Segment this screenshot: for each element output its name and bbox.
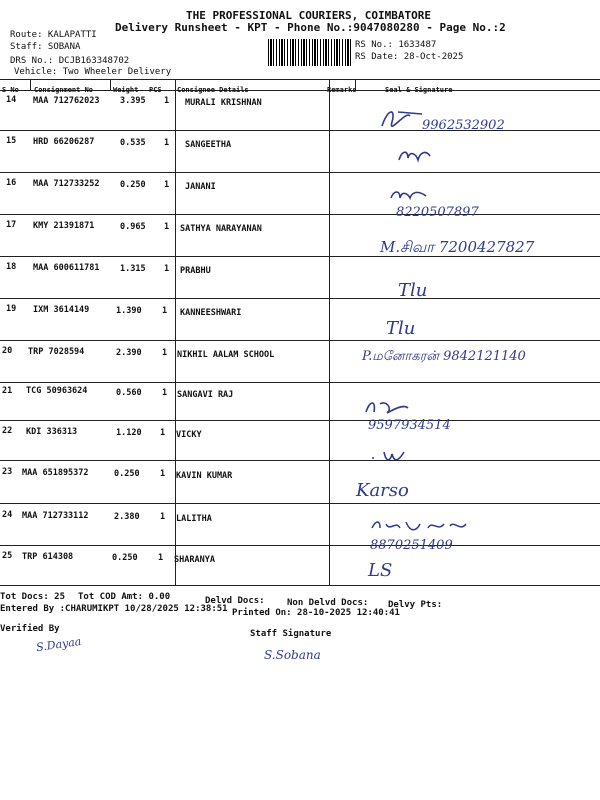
row-sno: 21	[2, 386, 13, 396]
row-pcs: 1	[160, 512, 166, 522]
row-pcs: 1	[162, 306, 168, 316]
signature-scribble	[370, 446, 410, 466]
row-consignee: LALITHA	[176, 514, 212, 524]
row-consignment: MAA 712733252	[33, 179, 100, 189]
row-weight: 0.965	[120, 222, 146, 232]
row-sno: 16	[6, 178, 17, 188]
entered-by: Entered By :CHARUMIKPT 10/28/2025 12:38:51	[0, 604, 228, 614]
row-consignment: TCG 50963624	[26, 386, 88, 396]
row-consignee: JANANI	[185, 182, 216, 192]
signature-scribble	[388, 186, 432, 204]
row-weight: 0.250	[112, 553, 138, 563]
row-consignee: PRABHU	[180, 266, 211, 276]
col-divider	[175, 79, 176, 585]
delivery-points: Delvy Pts:	[388, 600, 443, 610]
row-pcs: 1	[164, 264, 170, 274]
row-consignee: VICKY	[176, 430, 202, 440]
row-consignment: MAA 651895372	[22, 468, 89, 478]
handwritten-phone: 9962532902	[422, 118, 505, 133]
col-pcs: PCS	[149, 86, 162, 94]
handwritten-initials: LS	[368, 560, 393, 581]
verified-by-label: Verified By	[0, 624, 60, 634]
handwritten-phone: 8870251409	[370, 538, 453, 553]
verifier-signature: S.Dayaa	[35, 634, 83, 655]
staff-signature-label: Staff Signature	[250, 629, 332, 639]
row-sno: 25	[2, 551, 13, 561]
handwritten-name-phone: P.மனோகரன் 9842121140	[362, 349, 526, 364]
signature-scribble	[396, 146, 436, 166]
col-consignment: Consignment No	[34, 86, 94, 94]
row-weight: 3.395	[120, 96, 146, 106]
row-consignment: MAA 712762023	[33, 96, 100, 106]
company-name: THE PROFESSIONAL COURIERS, COIMBATORE	[186, 9, 432, 22]
row-consignment: KMY 21391871	[33, 221, 95, 231]
drs-number: DRS No.: DCJB163348702	[10, 56, 130, 66]
signature-scribble	[362, 398, 412, 418]
handwritten-phone: 8220507897	[396, 205, 479, 220]
row-pcs: 1	[160, 428, 166, 438]
handwritten-name-phone: M.சிவா 7200427827	[380, 238, 535, 256]
row-consignee: KAVIN KUMAR	[176, 471, 233, 481]
row-weight: 1.120	[116, 428, 142, 438]
row-consignee: SATHYA NARAYANAN	[180, 224, 262, 234]
col-remarks: Remarks	[327, 86, 357, 94]
row-weight: 2.380	[114, 512, 140, 522]
table-top-rule	[0, 79, 600, 80]
col-divider	[329, 79, 330, 585]
row-pcs: 1	[164, 138, 170, 148]
col-consignee: Consignee Details	[177, 86, 249, 94]
row-sno: 18	[6, 262, 17, 272]
handwritten-initials: Tlu	[386, 318, 416, 339]
handwritten-phone: 9597934514	[368, 418, 451, 433]
rs-date: RS Date: 28-Oct-2025	[355, 52, 464, 62]
row-consignee: SHARANYA	[174, 555, 215, 565]
row-sno: 23	[2, 467, 13, 477]
row-pcs: 1	[164, 96, 170, 106]
row-consignment: HRD 66206287	[33, 137, 95, 147]
vehicle-label: Vehicle: Two Wheeler Delivery	[14, 67, 172, 77]
staff-handwritten-signature: S.Sobana	[264, 648, 321, 662]
col-sno: S No	[2, 86, 19, 94]
total-docs: Tot Docs: 25	[0, 592, 66, 602]
row-weight: 0.560	[116, 388, 142, 398]
col-seal-signature: Seal & Signature	[385, 86, 453, 94]
row-sno: 15	[6, 136, 17, 146]
row-sno: 24	[2, 510, 13, 520]
row-consignment: MAA 712733112	[22, 511, 89, 521]
row-sno: 17	[6, 220, 17, 230]
non-delivered-docs: Non Delvd Docs:	[287, 598, 369, 608]
row-pcs: 1	[160, 469, 166, 479]
row-weight: 0.250	[120, 180, 146, 190]
row-consignee: SANGAVI RAJ	[177, 390, 234, 400]
row-pcs: 1	[158, 553, 164, 563]
row-sno: 22	[2, 426, 13, 436]
handwritten-signature: Karso	[356, 480, 409, 501]
row-consignment: TRP 7028594	[28, 347, 85, 357]
row-consignment: IXM 3614149	[33, 305, 90, 315]
row-pcs: 1	[162, 388, 168, 398]
row-consignee: NIKHIL AALAM SCHOOL	[177, 350, 275, 360]
row-weight: 0.535	[120, 138, 146, 148]
row-sno: 19	[6, 304, 17, 314]
row-weight: 0.250	[114, 469, 140, 479]
row-pcs: 1	[164, 222, 170, 232]
row-weight: 2.390	[116, 348, 142, 358]
row-sno: 20	[2, 346, 13, 356]
delivered-docs: Delvd Docs:	[205, 596, 265, 606]
col-divider	[30, 79, 31, 90]
row-weight: 1.315	[120, 264, 146, 274]
row-weight: 1.390	[116, 306, 142, 316]
signature-scribble	[370, 518, 470, 538]
row-consignee: KANNEESHWARI	[180, 308, 242, 318]
row-pcs: 1	[162, 348, 168, 358]
col-weight: Weight	[113, 86, 139, 94]
row-consignee: MURALI KRISHNAN	[185, 98, 262, 108]
route-label: Route: KALAPATTI	[10, 30, 97, 40]
row-sno: 14	[6, 95, 17, 105]
rs-number: RS No.: 1633487	[355, 40, 437, 50]
staff-label: Staff: SOBANA	[10, 42, 81, 52]
row-pcs: 1	[164, 180, 170, 190]
signature-scribble	[378, 104, 428, 134]
barcode	[268, 39, 351, 66]
runsheet-title: Delivery Runsheet - KPT - Phone No.:9047080280 - Page No.:2	[115, 21, 506, 34]
row-consignment: TRP 614308	[22, 552, 74, 562]
printed-on: Printed On: 28-10-2025 12:40:41	[232, 608, 400, 618]
row-consignee: SANGEETHA	[185, 140, 232, 150]
row-consignment: MAA 600611781	[33, 263, 100, 273]
handwritten-initials: Tlu	[398, 280, 428, 301]
col-divider	[110, 79, 111, 90]
total-cod-amount: Tot COD Amt: 0.00	[78, 592, 171, 602]
row-consignment: KDI 336313	[26, 427, 78, 437]
